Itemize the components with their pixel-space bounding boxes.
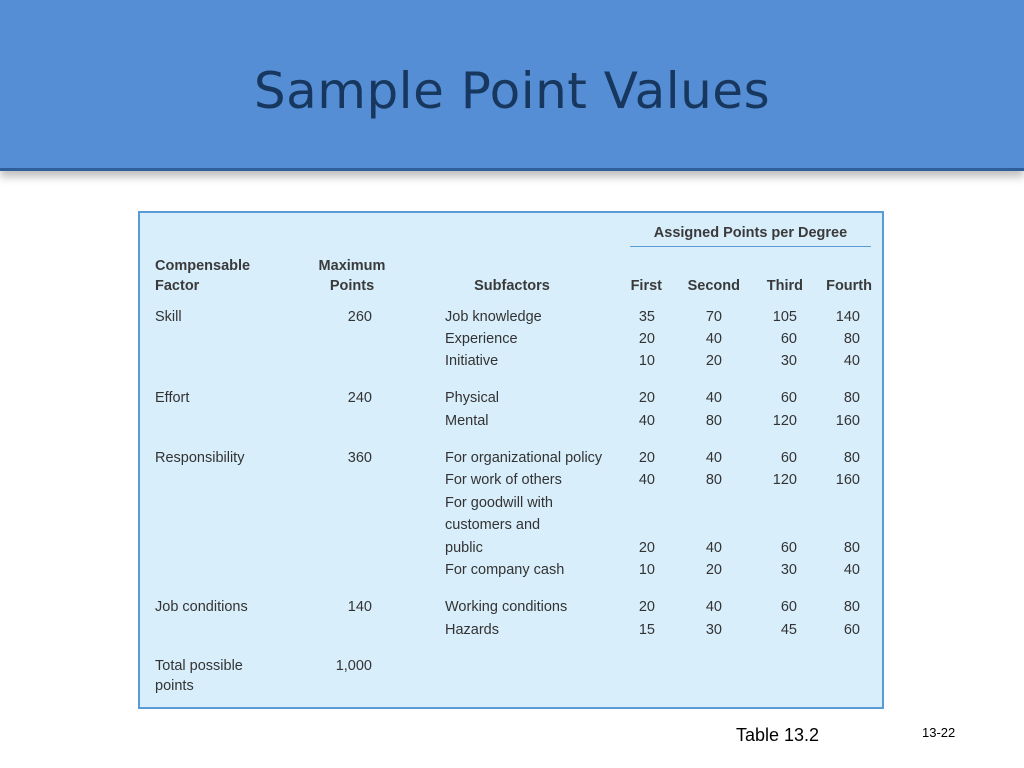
first-degree-value: 20 <box>638 599 655 615</box>
group-header-rule <box>630 246 871 247</box>
subfactor-name-line2: customers and <box>445 517 541 533</box>
factor-max-points: 360 <box>347 450 372 466</box>
first-degree-value: 15 <box>638 622 655 638</box>
factor-name: Skill <box>155 309 182 325</box>
header-factor-line2: Factor <box>155 278 200 294</box>
first-degree-value: 20 <box>638 390 655 406</box>
first-degree-value: 40 <box>638 472 655 488</box>
total-max-points: 1,000 <box>335 658 372 674</box>
second-degree-value: 20 <box>705 353 722 369</box>
slide-title: Sample Point Values <box>253 62 771 120</box>
fourth-degree-value: 80 <box>843 331 860 347</box>
second-degree-value: 20 <box>705 562 722 578</box>
subfactor-name: For work of others <box>445 472 562 488</box>
third-degree-value: 60 <box>780 450 797 466</box>
header-third: Third <box>766 278 803 294</box>
second-degree-value: 30 <box>705 622 722 638</box>
fourth-degree-value: 60 <box>843 622 860 638</box>
first-degree-value: 10 <box>638 562 655 578</box>
subfactor-name-line3: public <box>445 540 483 556</box>
fourth-degree-value: 80 <box>843 390 860 406</box>
second-degree-value: 40 <box>705 390 722 406</box>
fourth-degree-value: 80 <box>843 599 860 615</box>
third-degree-value: 30 <box>780 562 797 578</box>
header-subfactors: Subfactors <box>474 278 550 294</box>
subfactor-name: For company cash <box>445 562 565 578</box>
header-max-line1: Maximum <box>318 258 386 274</box>
second-degree-value: 70 <box>705 309 722 325</box>
third-degree-value: 60 <box>780 599 797 615</box>
third-degree-value: 105 <box>772 309 797 325</box>
first-degree-value: 35 <box>638 309 655 325</box>
header-max-line2: Points <box>329 278 375 294</box>
fourth-degree-value: 140 <box>835 309 860 325</box>
factor-max-points: 140 <box>347 599 372 615</box>
first-degree-value: 10 <box>638 353 655 369</box>
point-values-table <box>138 211 884 709</box>
total-label-line1: Total possible <box>155 658 243 674</box>
assigned-points-header: Assigned Points per Degree <box>653 225 848 241</box>
header-first: First <box>630 278 662 294</box>
first-degree-value: 40 <box>638 413 655 429</box>
second-degree-value: 40 <box>705 450 722 466</box>
first-degree-value: 20 <box>638 540 655 556</box>
factor-max-points: 260 <box>347 309 372 325</box>
factor-name: Effort <box>155 390 190 406</box>
subfactor-name: Working conditions <box>445 599 568 615</box>
third-degree-value: 60 <box>780 390 797 406</box>
header-second: Second <box>687 278 740 294</box>
fourth-degree-value: 160 <box>835 472 860 488</box>
factor-name: Job conditions <box>155 599 248 615</box>
table-caption: Table 13.2 <box>736 725 820 745</box>
fourth-degree-value: 40 <box>843 562 860 578</box>
subfactor-name: Physical <box>445 390 499 406</box>
second-degree-value: 40 <box>705 540 722 556</box>
first-degree-value: 20 <box>638 331 655 347</box>
third-degree-value: 120 <box>772 413 797 429</box>
second-degree-value: 40 <box>705 599 722 615</box>
third-degree-value: 60 <box>780 331 797 347</box>
third-degree-value: 30 <box>780 353 797 369</box>
header-factor-line1: Compensable <box>155 258 251 274</box>
subfactor-name: Job knowledge <box>445 309 542 325</box>
fourth-degree-value: 80 <box>843 450 860 466</box>
total-label-line2: points <box>155 678 194 694</box>
third-degree-value: 120 <box>772 472 797 488</box>
slide-number: 13-22 <box>922 725 956 740</box>
first-degree-value: 20 <box>638 450 655 466</box>
fourth-degree-value: 40 <box>843 353 860 369</box>
second-degree-value: 40 <box>705 331 722 347</box>
subfactor-name: Experience <box>445 331 518 347</box>
factor-max-points: 240 <box>347 390 372 406</box>
second-degree-value: 80 <box>705 413 722 429</box>
subfactor-name: Hazards <box>445 622 499 638</box>
fourth-degree-value: 80 <box>843 540 860 556</box>
header-fourth: Fourth <box>826 278 872 294</box>
subfactor-name-line1: For goodwill with <box>445 495 553 511</box>
third-degree-value: 45 <box>780 622 797 638</box>
factor-name: Responsibility <box>155 450 245 466</box>
fourth-degree-value: 160 <box>835 413 860 429</box>
subfactor-name: Mental <box>445 413 489 429</box>
second-degree-value: 80 <box>705 472 722 488</box>
subfactor-name: Initiative <box>445 353 499 369</box>
third-degree-value: 60 <box>780 540 797 556</box>
subfactor-name: For organizational policy <box>445 450 603 466</box>
